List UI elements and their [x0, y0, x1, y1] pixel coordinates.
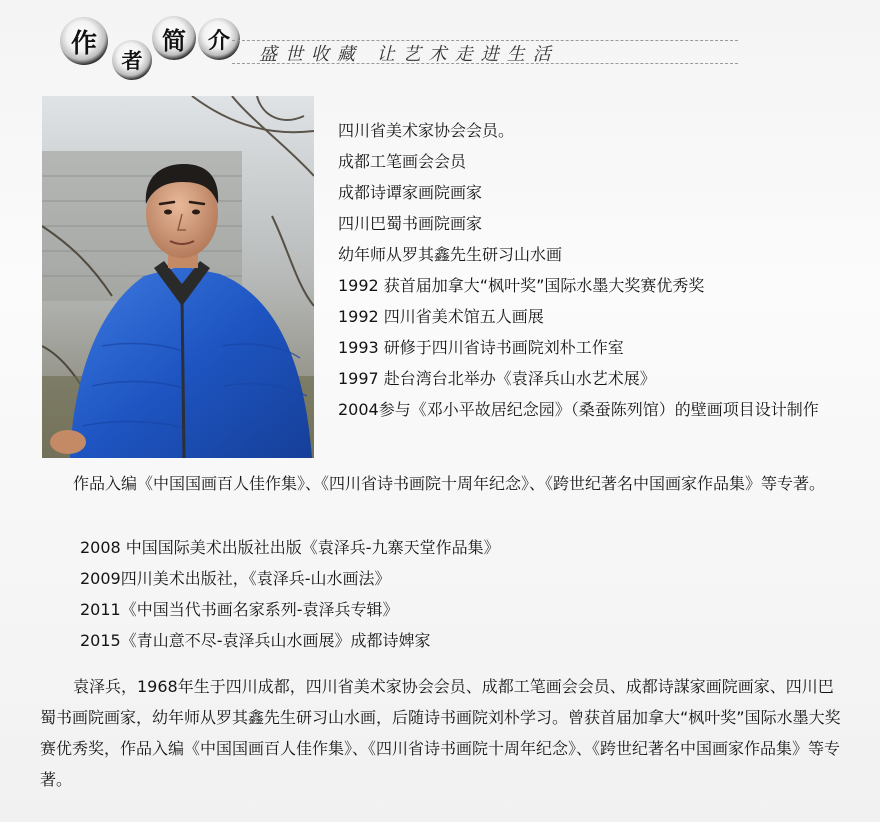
title-seal-2: 者: [112, 40, 152, 80]
bio-item: 1997 赴台湾台北举办《袁泽兵山水艺术展》: [338, 369, 656, 388]
publication-item: 2008 中国国际美术出版社出版《袁泽兵-九寨天堂作品集》: [80, 538, 500, 557]
publication-item: 2015《青山意不尽-袁泽兵山水画展》成都诗婢家: [80, 631, 431, 650]
bio-item: 四川省美术家协会会员。: [338, 121, 515, 140]
summary-paragraph: 袁泽兵，1968年生于四川成都，四川省美术家协会会员、成都工笔画会会员、成都诗謀家画院画家、四川巴蜀书画院画家，幼年师从罗其鑫先生研习山水画，后随诗书画院刘朴学习。曾获首届加拿大“枫叶奖”国际水墨大奖赛优秀奖，作品入编《中国国画百人佳作集》、《四川省诗书画院十周年纪念》、《跨世纪著名中国画家作品集》等专著。: [40, 677, 841, 789]
bio-item: 1992 获首届加拿大“枫叶奖”国际水墨大奖赛优秀奖: [338, 276, 705, 295]
bio-list: [338, 115, 850, 425]
bio-item: 四川巴蜀书画院画家: [338, 214, 483, 233]
bio-item: 2004参与《邓小平故居纪念园》（桑蚕陈列馆）的壁画项目设计制作: [338, 400, 819, 419]
title-seal-1: 作: [60, 17, 108, 65]
portrait-illustration: [42, 96, 314, 458]
bio-item: 1993 研修于四川省诗书画院刘朴工作室: [338, 338, 624, 357]
publications-list: [80, 532, 840, 656]
title-seal-3: 简: [152, 16, 196, 60]
bio-item: 幼年师从罗其鑫先生研习山水画: [338, 245, 563, 264]
title-seal-4: 介: [198, 18, 240, 60]
bio-item: 成都工笔画会会员: [338, 152, 467, 171]
publication-item: 2011《中国当代书画名家系列-袁泽兵专辑》: [80, 600, 399, 619]
artist-portrait: [42, 96, 314, 458]
header-slogan: 盛世收藏 让艺术走进生活: [259, 44, 559, 65]
publication-item: 2009四川美术出版社，《袁泽兵-山水画法》: [80, 569, 391, 588]
bio-item: 1992 四川省美术馆五人画展: [338, 307, 544, 326]
section-header: [0, 0, 880, 92]
works-intro-paragraph: 作品入编《中国国画百人佳作集》、《四川省诗书画院十周年纪念》、《跨世纪著名中国画家作品集》等专著。: [73, 474, 826, 493]
bio-item: 成都诗谭家画院画家: [338, 183, 483, 202]
header-divider-bottom: [232, 63, 738, 64]
